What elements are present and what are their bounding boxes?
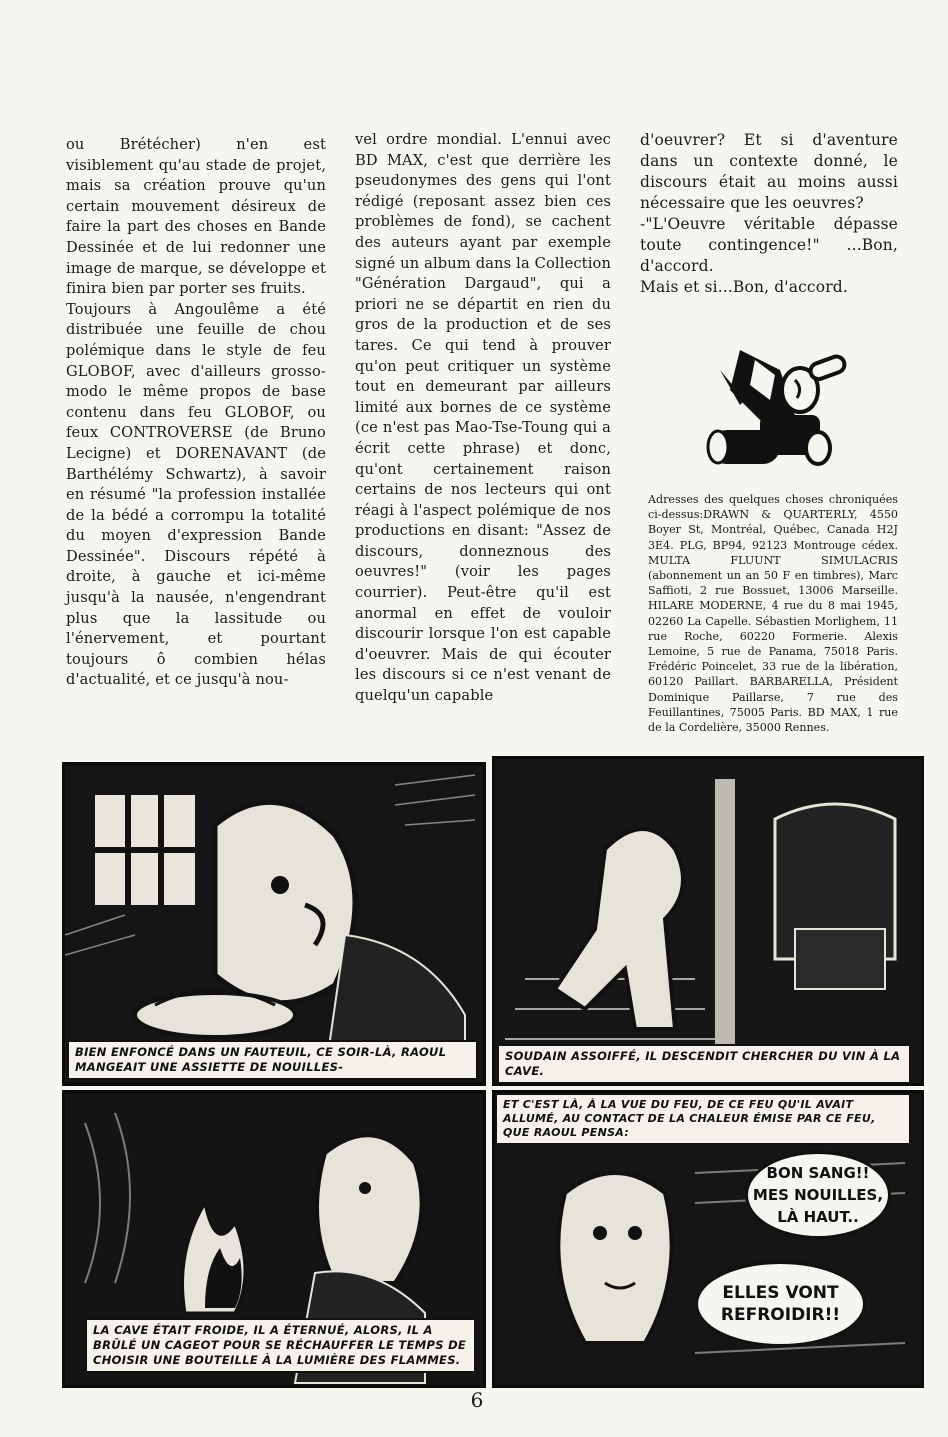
- dinner-scene-drawing: [65, 765, 483, 1083]
- paragraph: vel ordre mondial. L'ennui avec BD MAX, c'est que derrière les pseudonymes des gens qui l'ont rédigé (reposant assez bien ces problèmes de fond), se cachent des auteurs ayant par exemple signé un album dans la Collection "Génération Dargaud", qui a priori ne se départit en rien du gros de la production et de ses tares. Ce qui tend à prouver qu'on peut critiquer un système tout en demeurant par ailleurs limité aux bornes de ce système (ce n'est pas Mao-Tse-Toung qui a écrit cette phrase) et donc, qu'ont certainement raison certains de nos lecteurs qui ont réagi à l'aspect polémique de nos productions en disant: "Assez de discours, donneznous des oeuvres!" (voir les pages courrier). Peut-être qu'il est anormal en effet de vouloir discourir lorsque l'on est capable d'oeuvrer. Mais de qui écouter les discours si ce n'est venant de quelqu'un capable: [355, 131, 611, 705]
- speech-balloon-1: BON SANG!! MES NOUILLES, LÀ HAUT..: [745, 1151, 891, 1239]
- stairs-scene-drawing: [495, 759, 921, 1083]
- cartoon-creature-icon: [700, 330, 850, 470]
- paragraph: Mais et si...Bon, d'accord.: [640, 278, 848, 296]
- paragraph: -"L'Oeuvre véritable dépasse toute contingence!" ...Bon, d'accord.: [640, 215, 898, 275]
- panel-3-caption: LA CAVE ÉTAIT FROIDE, IL A ÉTERNUÉ, ALORS, IL A BRÛLÉ UN CAGEOT POUR SE RÉCHAUFFER LE TEMPS DE CHOISIR UNE BOUTEILLE À LA LUMIÈRE DES FLAMMES.: [85, 1318, 476, 1373]
- speech-balloon-2: ELLES VONT REFROIDIR!!: [695, 1261, 866, 1347]
- comic-panel-4: [492, 1090, 924, 1388]
- page-number: 6: [470, 1388, 484, 1412]
- panel-4-caption: ET C'EST LÀ, À LA VUE DU FEU, DE CE FEU QU'IL AVAIT ALLUMÉ, AU CONTACT DE LA CHALEUR ÉMISE PAR CE FEU, QUE RAOUL PENSA:: [495, 1093, 911, 1145]
- paragraph: d'oeuvrer? Et si d'aventure dans un contexte donné, le discours était au moins aussi nécessaire que les oeuvres?: [640, 131, 898, 212]
- text-column-2: [355, 130, 611, 707]
- paragraph: ou Brétécher) n'en est visiblement qu'au stade de projet, mais sa création prouve qu'un certain mouvement désireux de faire la part des choses en Bande Dessinée et de lui redonner une image de marque, se développe et finira bien par porter ses fruits.: [66, 136, 326, 298]
- panel-2-caption: SOUDAIN ASSOIFFÉ, IL DESCENDIT CHERCHER DU VIN À LA CAVE.: [497, 1044, 911, 1084]
- text-column-1: [66, 135, 326, 691]
- comic-strip: [62, 752, 924, 1382]
- comic-panel-3: [62, 1090, 486, 1388]
- text-column-3: [640, 130, 898, 298]
- addresses-block: Adresses des quelques choses chroniquées ci-dessus:DRAWN & QUARTERLY, 4550 Boyer St, Montréal, Québec, Canada H2J 3E4. PLG, BP94, 92123 Montrouge cédex. MULTA FLUUNT SIMULACRIS (abonnement un an 50 F en timbres), Marc Saffioti, 2 rue Bossuet, 13006 Marseille. HILARE MODERNE, 4 rue du 8 mai 1945, 02260 La Capelle. Sébastien Morlighem, 11 rue Roche, 60220 Formerie. Alexis Lemoine, 5 rue de Panama, 75018 Paris. Frédéric Poincelet, 33 rue de la libération, 60120 Paillart. BARBARELLA, Président Dominique Paillarse, 7 rue des Feuillantines, 75005 Paris. BD MAX, 1 rue de la Cordelière, 35000 Rennes.: [648, 493, 898, 735]
- comic-panel-2: [492, 756, 924, 1086]
- comic-panel-1: [62, 762, 486, 1086]
- paragraph: Toujours à Angoulême a été distribuée une feuille de chou polémique dans le style de feu GLOBOF, avec d'ailleurs grosso-modo le même propos de base contenu dans feu GLOBOF, ou feux CONTROVERSE (de Bruno Lecigne) et DORENAVANT (de Barthélémy Schwartz), à savoir en résumé "la profession installée de la bédé a corrompu la totalité du moyen d'expression Bande Dessinée". Discours répété à droite, à gauche et ici-même jusqu'à la nausée, n'engendrant plus que la lassitude ou l'énervement, et pourtant toujours ô combien hélas d'actualité, et ce jusqu'à nou-: [66, 300, 326, 689]
- logo-illustration: [700, 330, 850, 470]
- panel-1-caption: BIEN ENFONCÉ DANS UN FAUTEUIL, CE SOIR-LÀ, RAOUL MANGEAIT UNE ASSIETTE DE NOUILLES-: [67, 1040, 478, 1080]
